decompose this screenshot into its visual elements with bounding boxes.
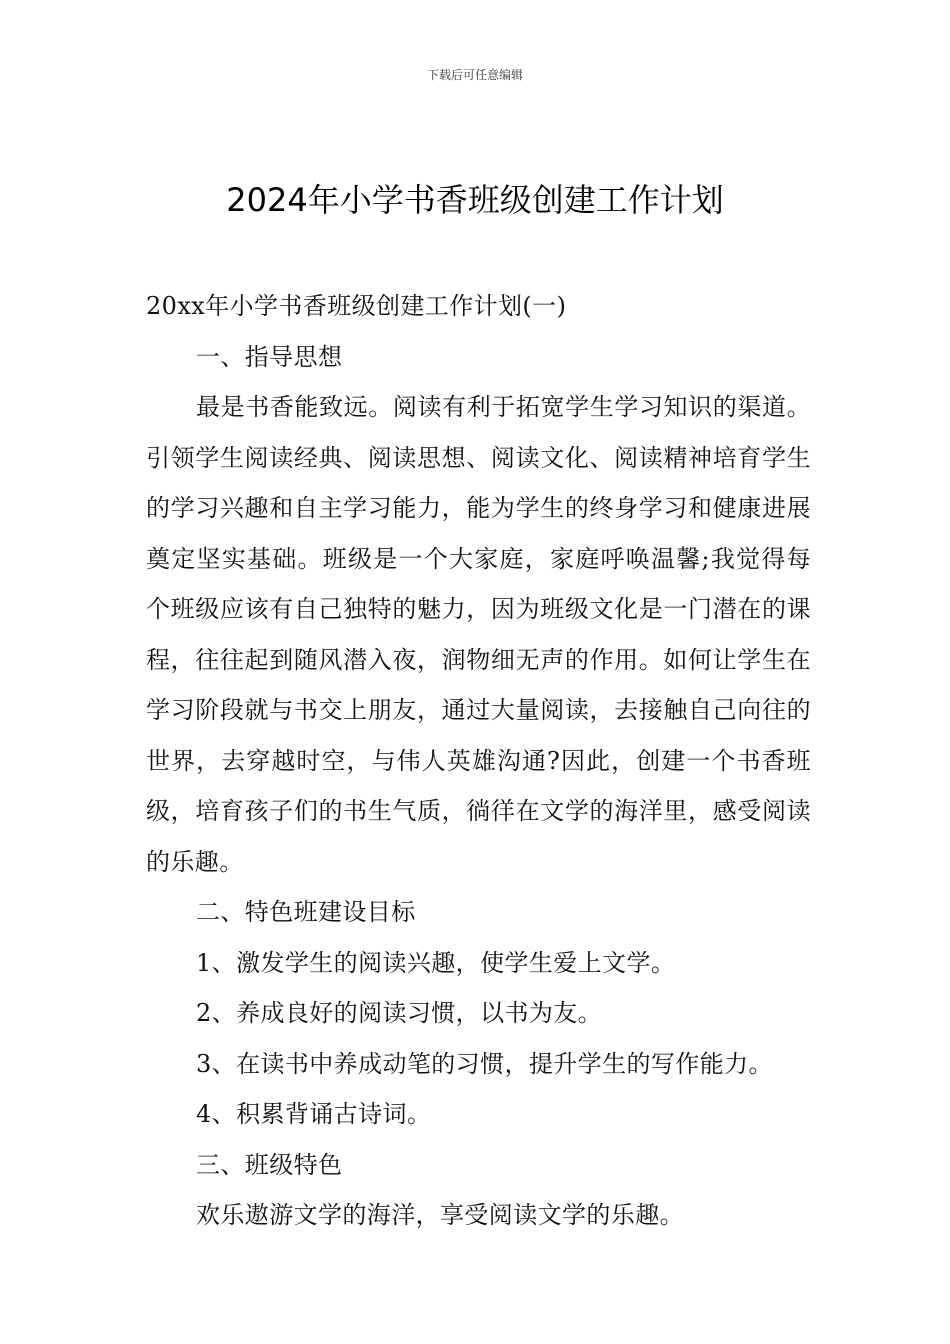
goal-item: 2、养成良好的阅读习惯，以书为友。 [196,999,603,1027]
document-body [146,281,811,1241]
goal-item: 1、激发学生的阅读兴趣，使学生爱上文学。 [196,948,676,977]
goal-item: 3、在读书中养成动笔的习惯，提升学生的写作能力。 [196,1049,773,1078]
paragraph-guiding-thought: 最是书香能致远。阅读有利于拓宽学生学习知识的渠道。引领学生阅读经典、阅读思想、阅读文化、阅读精神培育学生的学习兴趣和自主学习能力，能为学生的终身学习和健康进展奠定坚实基础。班级是一个大家庭，家庭呼唤温馨;我觉得每个班级应该有自己独特的魅力，因为班级文化是一门潜在的课程，往往起到随风潜入夜，润物细无声的作用。如何让学生在学习阶段就与书交上朋友，通过大量阅读，去接触自己向往的世界，去穿越时空，与伟人英雄沟通?因此，创建一个书香班级，培育孩子们的书生气质，徜徉在文学的海洋里，感受阅读的乐趣。 [146,393,811,876]
section-heading-class-features: 三、班级特色 [196,1150,343,1179]
goal-item: 4、积累背诵古诗词。 [196,1100,432,1128]
section-heading-guiding-thought: 一、指导思想 [196,342,343,371]
section-heading-goals: 二、特色班建设目标 [196,898,416,926]
paragraph-class-features: 欢乐遨游文学的海洋，享受阅读文学的乐趣。 [196,1201,684,1229]
document-title: 2024年小学书香班级创建工作计划 [226,181,724,219]
subtitle: 20xx年小学书香班级创建工作计划(一) [146,292,567,320]
header-note: 下载后可任意编辑 [426,68,523,82]
